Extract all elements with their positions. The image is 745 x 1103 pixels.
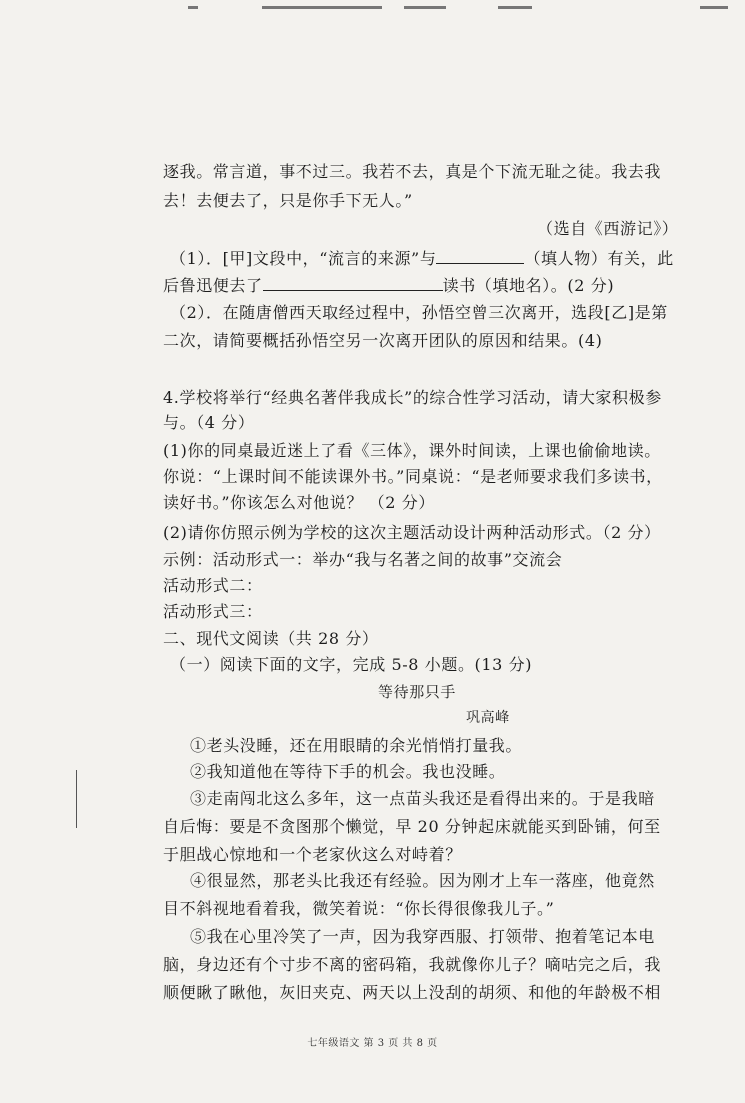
section-heading: 二、现代文阅读（共 28 分）	[163, 629, 379, 648]
story-paragraph: 自后悔：要是不贪图那个懒觉，早 20 分钟起床就能买到卧铺，何至	[163, 817, 661, 836]
question-text: 后鲁迅便去了	[163, 276, 263, 295]
question-4-form2: 活动形式二：	[163, 576, 263, 595]
passage-line: 逐我。常言道，事不过三。我若不去，真是个下流无耻之徒。我去我	[163, 162, 662, 181]
scan-speck	[700, 6, 728, 9]
page-footer: 七年级语文 第 3 页 共 8 页	[307, 1038, 438, 1049]
question-4-2: (2)请你仿照示例为学校的这次主题活动设计两种活动形式。（2 分）	[163, 523, 661, 542]
scan-speck	[188, 6, 198, 9]
question-4-1: (1)你的同桌最近迷上了看《三体》，课外时间读，上课也偷偷地读。	[163, 441, 661, 460]
question-3-2: （2）．在随唐僧西天取经过程中，孙悟空曾三次离开，选段[乙]是第	[170, 303, 668, 322]
story-paragraph: ⑤我在心里冷笑了一声，因为我穿西服、打领带、抱着笔记本电	[190, 927, 655, 946]
scan-speck	[404, 6, 446, 9]
question-4: 4.学校将举行“经典名著伴我成长”的综合性学习活动，请大家积极参	[163, 388, 662, 407]
story-paragraph: ④很显然，那老头比我还有经验。因为刚才上车一落座，他竟然	[190, 871, 655, 890]
story-paragraph: 于胆战心惊地和一个老家伙这么对峙着？	[163, 845, 462, 864]
section-subheading: （一）阅读下面的文字，完成 5-8 小题。(13 分)	[170, 655, 533, 674]
story-paragraph: 顺便瞅了瞅他，灰旧夹克、两天以上没刮的胡须、和他的年龄极不相	[163, 983, 662, 1002]
question-text: （填人物）有关，此	[524, 249, 674, 268]
binding-margin-mark	[76, 770, 77, 828]
question-3-2: 二次，请简要概括孙悟空另一次离开团队的原因和结果。(4)	[163, 331, 603, 350]
story-paragraph: ②我知道他在等待下手的机会。我也没睡。	[190, 762, 506, 781]
question-4-1: 你说：“上课时间不能读课外书。”同桌说：“是老师要求我们多读书，	[163, 467, 663, 486]
story-title: 等待那只手	[378, 683, 457, 701]
scan-speck	[498, 6, 532, 9]
story-paragraph: 目不斜视地看着我，微笑着说：“你长得很像我儿子。”	[163, 899, 555, 918]
question-3-1-cont	[163, 273, 614, 297]
story-paragraph: 脑，身边还有个寸步不离的密码箱，我就像你儿子？嘀咕完之后，我	[163, 955, 662, 974]
question-4: 与。（4 分）	[163, 413, 255, 432]
scan-speck	[262, 6, 382, 9]
passage-source: （选自《西游记》）	[537, 219, 679, 238]
question-4-form3: 活动形式三：	[163, 602, 263, 621]
question-3-1	[170, 246, 674, 270]
answer-blank-place[interactable]	[263, 273, 443, 291]
question-4-1: 读好书。”你该怎么对他说？ （2 分）	[163, 493, 435, 512]
story-paragraph: ③走南闯北这么多年，这一点苗头我还是看得出来的。于是我暗	[190, 789, 655, 808]
passage-line: 去！去便去了，只是你手下无人。”	[163, 191, 413, 210]
story-paragraph: ①老头没睡，还在用眼睛的余光悄悄打量我。	[190, 736, 523, 755]
question-4-example: 示例：活动形式一：举办“我与名著之间的故事”交流会	[163, 550, 563, 569]
question-text: 读书（填地名）。(2 分)	[442, 276, 615, 295]
answer-blank-person[interactable]	[436, 246, 524, 264]
question-text: （1）．[甲]文段中，“流言的来源”与	[170, 249, 437, 268]
story-author: 巩高峰	[466, 710, 510, 726]
